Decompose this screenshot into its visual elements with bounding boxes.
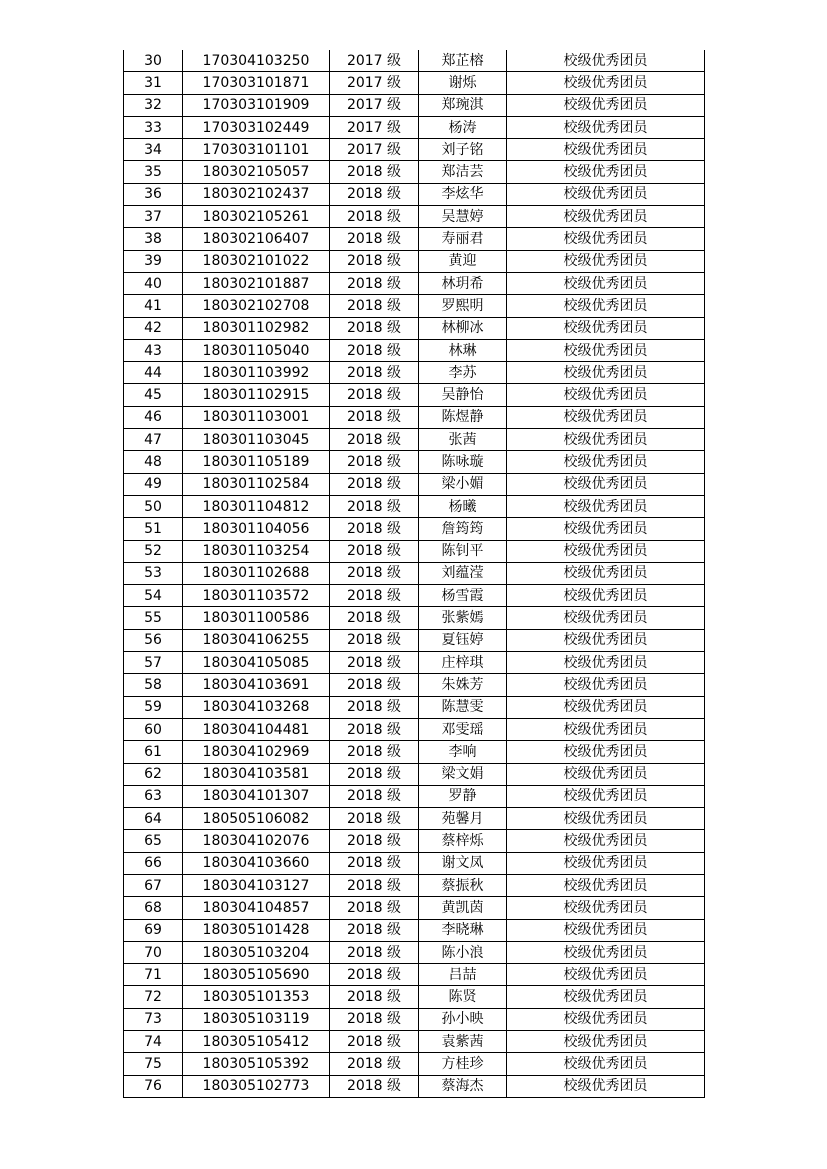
row-number-cell: 37 xyxy=(124,206,183,228)
row-number-cell: 50 xyxy=(124,495,183,517)
table-row xyxy=(124,228,705,250)
student-name-cell: 刘子铭 xyxy=(419,139,507,161)
student-name-cell: 张紫嫣 xyxy=(419,607,507,629)
honor-title-cell: 校级优秀团员 xyxy=(507,629,705,651)
honor-title-cell: 校级优秀团员 xyxy=(507,1053,705,1075)
table-row xyxy=(124,272,705,294)
grade-year-cell: 2018 级 xyxy=(330,228,419,250)
table-row xyxy=(124,406,705,428)
student-id-cell: 180302102437 xyxy=(183,183,330,205)
student-name-cell: 夏钰婷 xyxy=(419,629,507,651)
row-number-cell: 33 xyxy=(124,116,183,138)
student-id-cell: 180304103691 xyxy=(183,674,330,696)
student-name-cell: 黄凯茵 xyxy=(419,897,507,919)
grade-year-cell: 2018 级 xyxy=(330,941,419,963)
student-name-cell: 邓雯瑶 xyxy=(419,718,507,740)
student-id-cell: 170303102449 xyxy=(183,116,330,138)
row-number-cell: 59 xyxy=(124,696,183,718)
student-name-cell: 林琳 xyxy=(419,339,507,361)
grade-year-cell: 2018 级 xyxy=(330,585,419,607)
student-id-cell: 180505106082 xyxy=(183,808,330,830)
grade-year-cell: 2018 级 xyxy=(330,1053,419,1075)
table-row xyxy=(124,206,705,228)
row-number-cell: 63 xyxy=(124,785,183,807)
row-number-cell: 51 xyxy=(124,518,183,540)
grade-year-cell: 2018 级 xyxy=(330,183,419,205)
table-row xyxy=(124,94,705,116)
table-row xyxy=(124,1053,705,1075)
table-row xyxy=(124,830,705,852)
row-number-cell: 36 xyxy=(124,183,183,205)
grade-year-cell: 2018 级 xyxy=(330,852,419,874)
grade-year-cell: 2018 级 xyxy=(330,629,419,651)
grade-year-cell: 2018 级 xyxy=(330,763,419,785)
honor-title-cell: 校级优秀团员 xyxy=(507,72,705,94)
student-id-cell: 170303101101 xyxy=(183,139,330,161)
row-number-cell: 58 xyxy=(124,674,183,696)
grade-year-cell: 2018 级 xyxy=(330,919,419,941)
student-id-cell: 180301103001 xyxy=(183,406,330,428)
row-number-cell: 35 xyxy=(124,161,183,183)
student-id-cell: 180302105261 xyxy=(183,206,330,228)
row-number-cell: 31 xyxy=(124,72,183,94)
student-name-cell: 蔡振秋 xyxy=(419,874,507,896)
student-name-cell: 杨涛 xyxy=(419,116,507,138)
table-row xyxy=(124,250,705,272)
student-name-cell: 陈钊平 xyxy=(419,540,507,562)
student-id-cell: 180301103572 xyxy=(183,585,330,607)
grade-year-cell: 2018 级 xyxy=(330,317,419,339)
student-id-cell: 180304104857 xyxy=(183,897,330,919)
student-id-cell: 180304105085 xyxy=(183,652,330,674)
grade-year-cell: 2018 级 xyxy=(330,473,419,495)
grade-year-cell: 2018 级 xyxy=(330,964,419,986)
row-number-cell: 74 xyxy=(124,1031,183,1053)
student-id-cell: 180302102708 xyxy=(183,295,330,317)
row-number-cell: 47 xyxy=(124,429,183,451)
honor-title-cell: 校级优秀团员 xyxy=(507,94,705,116)
student-id-cell: 180301105040 xyxy=(183,339,330,361)
student-id-cell: 180305103204 xyxy=(183,941,330,963)
grade-year-cell: 2018 级 xyxy=(330,540,419,562)
honor-title-cell: 校级优秀团员 xyxy=(507,406,705,428)
table-row xyxy=(124,1075,705,1097)
student-id-cell: 180301102915 xyxy=(183,384,330,406)
student-name-cell: 吴静怡 xyxy=(419,384,507,406)
table-row xyxy=(124,295,705,317)
grade-year-cell: 2018 级 xyxy=(330,607,419,629)
row-number-cell: 49 xyxy=(124,473,183,495)
row-number-cell: 30 xyxy=(124,50,183,72)
student-name-cell: 朱姝芳 xyxy=(419,674,507,696)
table-row xyxy=(124,986,705,1008)
honor-title-cell: 校级优秀团员 xyxy=(507,272,705,294)
grade-year-cell: 2018 级 xyxy=(330,250,419,272)
student-name-cell: 吴慧婷 xyxy=(419,206,507,228)
row-number-cell: 72 xyxy=(124,986,183,1008)
row-number-cell: 69 xyxy=(124,919,183,941)
row-number-cell: 43 xyxy=(124,339,183,361)
table-row xyxy=(124,763,705,785)
grade-year-cell: 2018 级 xyxy=(330,718,419,740)
honor-title-cell: 校级优秀团员 xyxy=(507,718,705,740)
table-row xyxy=(124,585,705,607)
table-row xyxy=(124,1031,705,1053)
table-row xyxy=(124,451,705,473)
table-row xyxy=(124,495,705,517)
grade-year-cell: 2017 级 xyxy=(330,50,419,72)
row-number-cell: 40 xyxy=(124,272,183,294)
honor-title-cell: 校级优秀团员 xyxy=(507,116,705,138)
student-name-cell: 林玥希 xyxy=(419,272,507,294)
grade-year-cell: 2018 级 xyxy=(330,1031,419,1053)
table-row xyxy=(124,874,705,896)
table-row xyxy=(124,941,705,963)
grade-year-cell: 2018 级 xyxy=(330,451,419,473)
student-name-cell: 谢烁 xyxy=(419,72,507,94)
table-row xyxy=(124,897,705,919)
honor-title-cell: 校级优秀团员 xyxy=(507,495,705,517)
honor-title-cell: 校级优秀团员 xyxy=(507,1075,705,1097)
row-number-cell: 56 xyxy=(124,629,183,651)
grade-year-cell: 2017 级 xyxy=(330,94,419,116)
grade-year-cell: 2018 级 xyxy=(330,652,419,674)
honor-title-cell: 校级优秀团员 xyxy=(507,317,705,339)
student-id-cell: 180304102076 xyxy=(183,830,330,852)
student-id-cell: 170304103250 xyxy=(183,50,330,72)
row-number-cell: 66 xyxy=(124,852,183,874)
honor-title-cell: 校级优秀团员 xyxy=(507,652,705,674)
student-id-cell: 180304103581 xyxy=(183,763,330,785)
grade-year-cell: 2018 级 xyxy=(330,161,419,183)
roster-body xyxy=(124,50,705,1097)
grade-year-cell: 2018 级 xyxy=(330,206,419,228)
grade-year-cell: 2018 级 xyxy=(330,272,419,294)
honor-title-cell: 校级优秀团员 xyxy=(507,429,705,451)
row-number-cell: 48 xyxy=(124,451,183,473)
row-number-cell: 60 xyxy=(124,718,183,740)
student-id-cell: 180301104056 xyxy=(183,518,330,540)
grade-year-cell: 2018 级 xyxy=(330,362,419,384)
honor-title-cell: 校级优秀团员 xyxy=(507,785,705,807)
honor-title-cell: 校级优秀团员 xyxy=(507,161,705,183)
honor-title-cell: 校级优秀团员 xyxy=(507,696,705,718)
student-name-cell: 李晓琳 xyxy=(419,919,507,941)
student-name-cell: 陈咏璇 xyxy=(419,451,507,473)
student-name-cell: 黄迎 xyxy=(419,250,507,272)
student-id-cell: 180305105392 xyxy=(183,1053,330,1075)
row-number-cell: 62 xyxy=(124,763,183,785)
row-number-cell: 71 xyxy=(124,964,183,986)
grade-year-cell: 2017 级 xyxy=(330,72,419,94)
table-row xyxy=(124,116,705,138)
student-name-cell: 蔡海杰 xyxy=(419,1075,507,1097)
honor-title-cell: 校级优秀团员 xyxy=(507,50,705,72)
honor-title-cell: 校级优秀团员 xyxy=(507,741,705,763)
student-id-cell: 180304106255 xyxy=(183,629,330,651)
honor-title-cell: 校级优秀团员 xyxy=(507,874,705,896)
student-name-cell: 陈小浪 xyxy=(419,941,507,963)
row-number-cell: 68 xyxy=(124,897,183,919)
student-name-cell: 陈贤 xyxy=(419,986,507,1008)
honor-title-cell: 校级优秀团员 xyxy=(507,295,705,317)
honor-title-cell: 校级优秀团员 xyxy=(507,607,705,629)
row-number-cell: 65 xyxy=(124,830,183,852)
grade-year-cell: 2018 级 xyxy=(330,808,419,830)
table-row xyxy=(124,183,705,205)
honor-title-cell: 校级优秀团员 xyxy=(507,830,705,852)
student-name-cell: 刘蕴滢 xyxy=(419,562,507,584)
student-id-cell: 180304101307 xyxy=(183,785,330,807)
student-name-cell: 郑洁芸 xyxy=(419,161,507,183)
student-name-cell: 郑琬淇 xyxy=(419,94,507,116)
student-id-cell: 180301103254 xyxy=(183,540,330,562)
student-id-cell: 180301102982 xyxy=(183,317,330,339)
honor-title-cell: 校级优秀团员 xyxy=(507,941,705,963)
table-row xyxy=(124,674,705,696)
student-name-cell: 陈煜静 xyxy=(419,406,507,428)
row-number-cell: 57 xyxy=(124,652,183,674)
table-row xyxy=(124,384,705,406)
table-row xyxy=(124,317,705,339)
student-id-cell: 180305102773 xyxy=(183,1075,330,1097)
grade-year-cell: 2018 级 xyxy=(330,874,419,896)
row-number-cell: 61 xyxy=(124,741,183,763)
honor-title-cell: 校级优秀团员 xyxy=(507,339,705,361)
table-row xyxy=(124,607,705,629)
row-number-cell: 38 xyxy=(124,228,183,250)
grade-year-cell: 2018 级 xyxy=(330,986,419,1008)
honor-title-cell: 校级优秀团员 xyxy=(507,183,705,205)
grade-year-cell: 2018 级 xyxy=(330,674,419,696)
honor-title-cell: 校级优秀团员 xyxy=(507,250,705,272)
honor-title-cell: 校级优秀团员 xyxy=(507,540,705,562)
row-number-cell: 32 xyxy=(124,94,183,116)
grade-year-cell: 2018 级 xyxy=(330,339,419,361)
grade-year-cell: 2018 级 xyxy=(330,830,419,852)
table-row xyxy=(124,785,705,807)
student-id-cell: 180305101428 xyxy=(183,919,330,941)
student-name-cell: 罗熙明 xyxy=(419,295,507,317)
table-row xyxy=(124,1008,705,1030)
student-id-cell: 180302101887 xyxy=(183,272,330,294)
student-name-cell: 罗静 xyxy=(419,785,507,807)
honor-title-cell: 校级优秀团员 xyxy=(507,384,705,406)
table-row xyxy=(124,339,705,361)
row-number-cell: 41 xyxy=(124,295,183,317)
honor-title-cell: 校级优秀团员 xyxy=(507,964,705,986)
student-name-cell: 杨雪霞 xyxy=(419,585,507,607)
honor-title-cell: 校级优秀团员 xyxy=(507,1008,705,1030)
honor-title-cell: 校级优秀团员 xyxy=(507,228,705,250)
table-row xyxy=(124,808,705,830)
grade-year-cell: 2018 级 xyxy=(330,1075,419,1097)
student-id-cell: 180305103119 xyxy=(183,1008,330,1030)
table-row xyxy=(124,852,705,874)
student-name-cell: 袁紫茜 xyxy=(419,1031,507,1053)
student-name-cell: 孙小映 xyxy=(419,1008,507,1030)
table-row xyxy=(124,629,705,651)
grade-year-cell: 2018 级 xyxy=(330,562,419,584)
student-id-cell: 180304103127 xyxy=(183,874,330,896)
student-id-cell: 180305101353 xyxy=(183,986,330,1008)
table-row xyxy=(124,518,705,540)
grade-year-cell: 2018 级 xyxy=(330,897,419,919)
student-id-cell: 180301105189 xyxy=(183,451,330,473)
grade-year-cell: 2018 级 xyxy=(330,295,419,317)
student-id-cell: 180302101022 xyxy=(183,250,330,272)
student-id-cell: 170303101909 xyxy=(183,94,330,116)
grade-year-cell: 2018 级 xyxy=(330,518,419,540)
honor-title-cell: 校级优秀团员 xyxy=(507,585,705,607)
student-id-cell: 180305105412 xyxy=(183,1031,330,1053)
honor-roster-table xyxy=(123,50,705,1098)
honor-title-cell: 校级优秀团员 xyxy=(507,518,705,540)
honor-title-cell: 校级优秀团员 xyxy=(507,763,705,785)
row-number-cell: 75 xyxy=(124,1053,183,1075)
table-row xyxy=(124,473,705,495)
row-number-cell: 55 xyxy=(124,607,183,629)
student-id-cell: 180304102969 xyxy=(183,741,330,763)
student-name-cell: 苑馨月 xyxy=(419,808,507,830)
student-name-cell: 寿丽君 xyxy=(419,228,507,250)
student-id-cell: 180304103268 xyxy=(183,696,330,718)
row-number-cell: 46 xyxy=(124,406,183,428)
student-name-cell: 吕喆 xyxy=(419,964,507,986)
grade-year-cell: 2017 级 xyxy=(330,116,419,138)
student-id-cell: 180302106407 xyxy=(183,228,330,250)
student-name-cell: 杨曦 xyxy=(419,495,507,517)
table-row xyxy=(124,562,705,584)
row-number-cell: 42 xyxy=(124,317,183,339)
table-row xyxy=(124,139,705,161)
row-number-cell: 34 xyxy=(124,139,183,161)
row-number-cell: 52 xyxy=(124,540,183,562)
honor-title-cell: 校级优秀团员 xyxy=(507,206,705,228)
grade-year-cell: 2018 级 xyxy=(330,696,419,718)
student-name-cell: 梁小媚 xyxy=(419,473,507,495)
student-id-cell: 180302105057 xyxy=(183,161,330,183)
honor-title-cell: 校级优秀团员 xyxy=(507,139,705,161)
student-name-cell: 林柳冰 xyxy=(419,317,507,339)
grade-year-cell: 2018 级 xyxy=(330,495,419,517)
row-number-cell: 54 xyxy=(124,585,183,607)
row-number-cell: 44 xyxy=(124,362,183,384)
student-id-cell: 180301104812 xyxy=(183,495,330,517)
row-number-cell: 76 xyxy=(124,1075,183,1097)
student-id-cell: 180301102688 xyxy=(183,562,330,584)
student-id-cell: 180301103992 xyxy=(183,362,330,384)
grade-year-cell: 2018 级 xyxy=(330,429,419,451)
student-name-cell: 蔡梓烁 xyxy=(419,830,507,852)
student-name-cell: 庄梓琪 xyxy=(419,652,507,674)
row-number-cell: 39 xyxy=(124,250,183,272)
row-number-cell: 45 xyxy=(124,384,183,406)
row-number-cell: 73 xyxy=(124,1008,183,1030)
student-id-cell: 170303101871 xyxy=(183,72,330,94)
table-row xyxy=(124,161,705,183)
table-row xyxy=(124,741,705,763)
grade-year-cell: 2018 级 xyxy=(330,1008,419,1030)
student-name-cell: 梁文娟 xyxy=(419,763,507,785)
student-id-cell: 180301103045 xyxy=(183,429,330,451)
grade-year-cell: 2018 级 xyxy=(330,406,419,428)
grade-year-cell: 2017 级 xyxy=(330,139,419,161)
student-name-cell: 陈慧雯 xyxy=(419,696,507,718)
row-number-cell: 67 xyxy=(124,874,183,896)
table-row xyxy=(124,718,705,740)
student-name-cell: 郑芷榕 xyxy=(419,50,507,72)
row-number-cell: 70 xyxy=(124,941,183,963)
student-name-cell: 张茜 xyxy=(419,429,507,451)
student-id-cell: 180304103660 xyxy=(183,852,330,874)
student-id-cell: 180301100586 xyxy=(183,607,330,629)
honor-title-cell: 校级优秀团员 xyxy=(507,562,705,584)
student-name-cell: 方桂珍 xyxy=(419,1053,507,1075)
student-id-cell: 180304104481 xyxy=(183,718,330,740)
table-row xyxy=(124,50,705,72)
honor-title-cell: 校级优秀团员 xyxy=(507,473,705,495)
honor-title-cell: 校级优秀团员 xyxy=(507,986,705,1008)
table-row xyxy=(124,362,705,384)
grade-year-cell: 2018 级 xyxy=(330,384,419,406)
student-name-cell: 李炫华 xyxy=(419,183,507,205)
table-row xyxy=(124,652,705,674)
row-number-cell: 64 xyxy=(124,808,183,830)
honor-title-cell: 校级优秀团员 xyxy=(507,451,705,473)
student-name-cell: 李苏 xyxy=(419,362,507,384)
honor-title-cell: 校级优秀团员 xyxy=(507,919,705,941)
grade-year-cell: 2018 级 xyxy=(330,785,419,807)
student-name-cell: 詹筠筠 xyxy=(419,518,507,540)
student-id-cell: 180301102584 xyxy=(183,473,330,495)
table-row xyxy=(124,919,705,941)
table-row xyxy=(124,429,705,451)
table-row xyxy=(124,964,705,986)
honor-title-cell: 校级优秀团员 xyxy=(507,897,705,919)
student-name-cell: 谢文凤 xyxy=(419,852,507,874)
table-row xyxy=(124,696,705,718)
student-name-cell: 李响 xyxy=(419,741,507,763)
honor-title-cell: 校级优秀团员 xyxy=(507,1031,705,1053)
honor-title-cell: 校级优秀团员 xyxy=(507,852,705,874)
honor-title-cell: 校级优秀团员 xyxy=(507,808,705,830)
student-id-cell: 180305105690 xyxy=(183,964,330,986)
honor-title-cell: 校级优秀团员 xyxy=(507,362,705,384)
grade-year-cell: 2018 级 xyxy=(330,741,419,763)
table-row xyxy=(124,540,705,562)
table-row xyxy=(124,72,705,94)
honor-title-cell: 校级优秀团员 xyxy=(507,674,705,696)
row-number-cell: 53 xyxy=(124,562,183,584)
